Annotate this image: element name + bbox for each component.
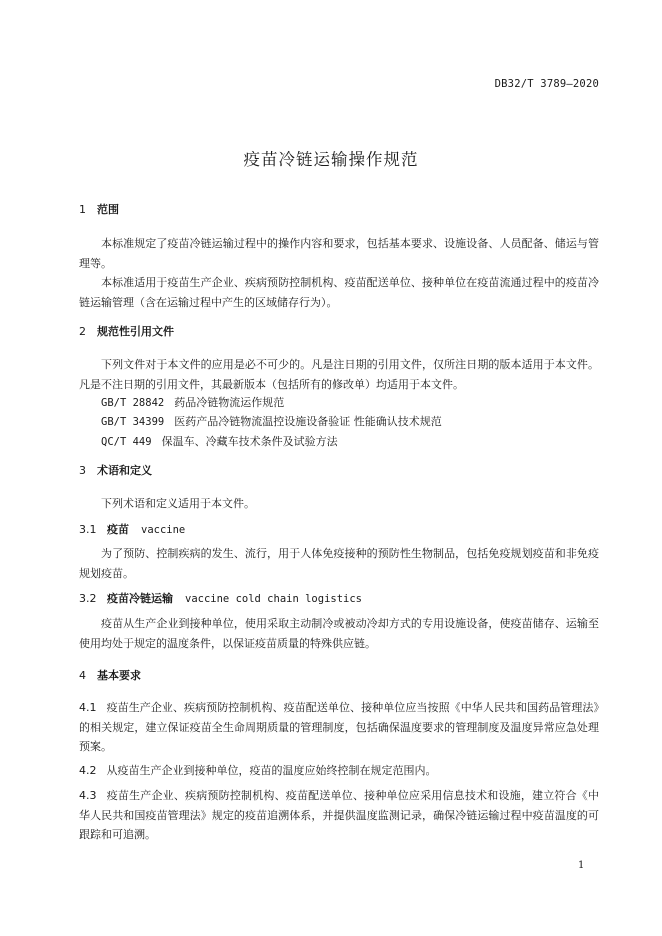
reference-code: GB/T 34399 (101, 416, 165, 428)
clause-text: 从疫苗生产企业到接种单位，疫苗的温度应始终控制在规定范围内。 (106, 764, 437, 777)
section-1-para-1: 本标准规定了疫苗冷链运输过程中的操作内容和要求，包括基本要求、设施设备、人员配备、储运与管理等。 (79, 237, 599, 270)
section-4-heading (79, 667, 141, 683)
term-3-1-heading (79, 521, 185, 537)
reference-item (101, 433, 338, 449)
section-2-para-1: 下列文件对于本文件的应用是必不可少的。凡是注日期的引用文件，仅所注日期的版本适用于本文件。凡是不注日期的引用文件，其最新版本（包括所有的修改单）均适用于本文件。 (79, 358, 599, 391)
term-english: vaccine cold chain logistics (185, 593, 363, 605)
term-3-2-definition: 疫苗从生产企业到接种单位，使用采取主动制冷或被动冷却方式的专用设施设备，使疫苗储存、运输至使用均处于规定的温度条件，以保证疫苗质量的特殊供应链。 (79, 617, 599, 650)
standard-code: DB32/T 3789—2020 (494, 78, 599, 90)
page-number: 1 (578, 860, 585, 871)
reference-name: 药品冷链物流运作规范 (174, 396, 285, 409)
section-3-para-1: 下列术语和定义适用于本文件。 (101, 497, 255, 510)
clause-number: 4.3 (79, 789, 97, 802)
section-title: 范围 (97, 203, 119, 216)
reference-name: 医药产品冷链物流温控设施设备验证 性能确认技术规范 (174, 415, 442, 428)
section-number: 4 (79, 669, 86, 682)
section-title: 规范性引用文件 (97, 325, 174, 338)
term-3-2-heading (79, 590, 362, 606)
term-name: 疫苗 (107, 523, 129, 536)
clause-text: 疫苗生产企业、疾病预防控制机构、疫苗配送单位、接种单位应采用信息技术和设施，建立符合《中华人民共和国疫苗管理法》规定的疫苗追溯体系，并提供温度监测记录，确保冷链运输过程中疫苗温度的可跟踪和可追溯。 (79, 789, 599, 841)
section-number: 1 (79, 203, 86, 216)
term-3-1-definition: 为了预防、控制疾病的发生、流行，用于人体免疫接种的预防性生物制品，包括免疫规划疫苗和非免疫规划疫苗。 (79, 547, 599, 580)
section-number: 2 (79, 325, 86, 338)
clause-4-1 (79, 698, 599, 757)
term-english: vaccine (141, 524, 186, 536)
reference-code: QC/T 449 (101, 436, 152, 448)
section-2-heading (79, 323, 174, 339)
clause-text: 疫苗生产企业、疾病预防控制机构、疫苗配送单位、接种单位应当按照《中华人民共和国药品管理法》的相关规定，建立保证疫苗全生命周期质量的管理制度，包括确保温度要求的管理制度及温度异常应急处理预案。 (79, 701, 599, 753)
section-1-para-2: 本标准适用于疫苗生产企业、疾病预防控制机构、疫苗配送单位、接种单位在疫苗流通过程中的疫苗冷链运输管理（含在运输过程中产生的区域储存行为）。 (79, 276, 599, 309)
term-name: 疫苗冷链运输 (107, 592, 173, 605)
clause-4-3 (79, 786, 599, 845)
term-number: 3.2 (79, 592, 97, 605)
term-number: 3.1 (79, 523, 97, 536)
document-title: 疫苗冷链运输操作规范 (243, 150, 419, 169)
clause-4-2 (79, 761, 599, 781)
reference-name: 保温车、冷藏车技术条件及试验方法 (161, 435, 338, 448)
section-title: 术语和定义 (97, 464, 152, 477)
reference-code: GB/T 28842 (101, 397, 165, 409)
reference-item (101, 413, 442, 429)
section-3-heading (79, 462, 152, 478)
clause-number: 4.1 (79, 701, 97, 714)
clause-number: 4.2 (79, 764, 97, 777)
section-number: 3 (79, 464, 86, 477)
section-1-heading (79, 201, 119, 217)
reference-item (101, 394, 284, 410)
section-title: 基本要求 (97, 669, 141, 682)
